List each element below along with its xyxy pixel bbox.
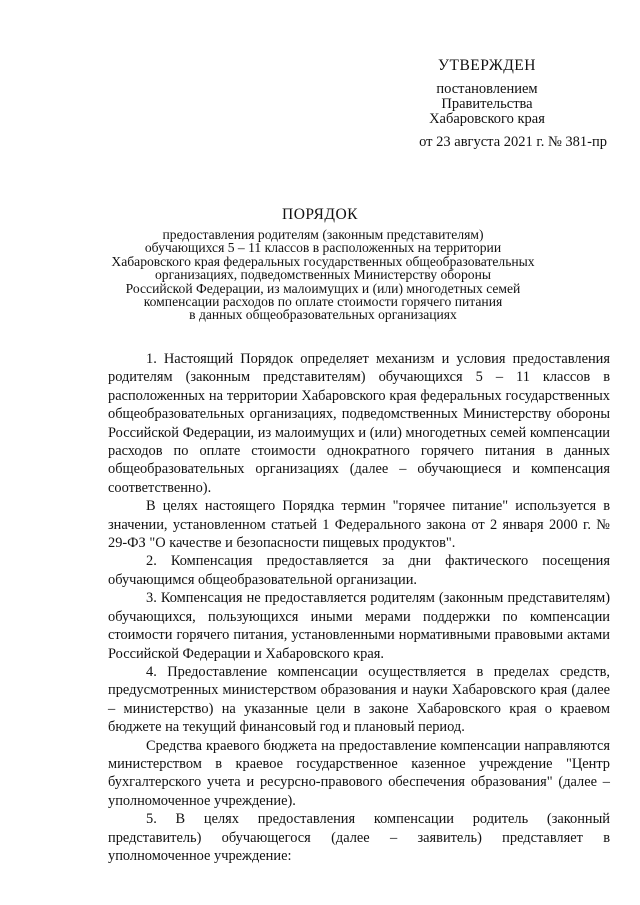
subtitle-line: в данных общеобразовательных организациях [189, 307, 457, 323]
paragraph-7: 5. В целях предоставления компенсации родитель (законный представитель) обучающегося (далее – заявитель) представляет в уполномоченное учреждение: [108, 811, 610, 864]
paragraph-2: В целях настоящего Порядка термин "горячее питание" используется в значении, установленном статьей 1 Федерального закона от 2 января 2000 г. № 29-ФЗ "О качестве и безопасности пищевых продуктов". [108, 498, 610, 552]
paragraph-5: 4. Предоставление компенсации осуществляется в пределах средств, предусмотренных министерством образования и науки Хабаровского края (далее – министерство) на указанные цели в законе Хабаровского края о краевом бюджете на текущий финансовый год и плановый период. [108, 663, 610, 736]
paragraph-3: 2. Компенсация предоставляется за дни фактического посещения обучающимся общеобразовательной организации. [108, 553, 610, 588]
subtitle-line: организациях, подведомственных Министерству обороны [155, 267, 491, 283]
paragraph-1: 1. Настоящий Порядок определяет механизм и условия предоставления родителям (законным представителям) обучающихся 5 – 11 классов в расположенных на территории Хабаровского края федеральных государственных общеобразовательных организациях, подведомственных Министерству обороны Российской Федерации, из малоимущих и (или) многодетных семей компенсации расходов по оплате стоимости однократного горячего питания в данных общеобразовательных организациях (далее – обучающиеся и компенсация соответственно). [108, 351, 610, 496]
subtitle-line: компенсации расходов по оплате стоимости горячего питания [143, 294, 503, 310]
approval-date: от 23 августа 2021 г. № 381-пр [419, 134, 607, 150]
document-title: ПОРЯДОК [282, 206, 358, 223]
subtitle-line: Российской Федерации, из малоимущих и (или) многодетных семей [125, 280, 521, 296]
subtitle-line: Хабаровского края федеральных государственных общеобразовательных [111, 253, 535, 269]
approval-stamp [367, 58, 607, 150]
subtitle-line: предоставления родителям (законным представителям) [162, 227, 484, 242]
approval-heading: УТВЕРЖДЕН [438, 57, 536, 74]
approval-line-3: Хабаровского края [429, 111, 545, 127]
paragraph-4: 3. Компенсация не предоставляется родителям (законным представителям) обучающихся, пользующихся иными мерами поддержки по компенсации стоимости горячего питания, установленными нормативными правовыми актами Российской Федерации и Хабаровского края. [108, 590, 610, 662]
approval-line-2: Правительства [441, 96, 533, 112]
paragraph-6: Средства краевого бюджета на предоставление компенсации направляются министерством в краевое государственное казенное учреждение "Центр бухгалтерского учета и ресурсно-правового обеспечения образования" (далее – уполномоченное учреждение). [108, 737, 610, 809]
document-body [108, 350, 610, 865]
approval-line-1: постановлением [436, 81, 538, 97]
document-subtitle [92, 228, 554, 322]
subtitle-line: обучающихся 5 – 11 классов в расположенных на территории [144, 240, 502, 256]
